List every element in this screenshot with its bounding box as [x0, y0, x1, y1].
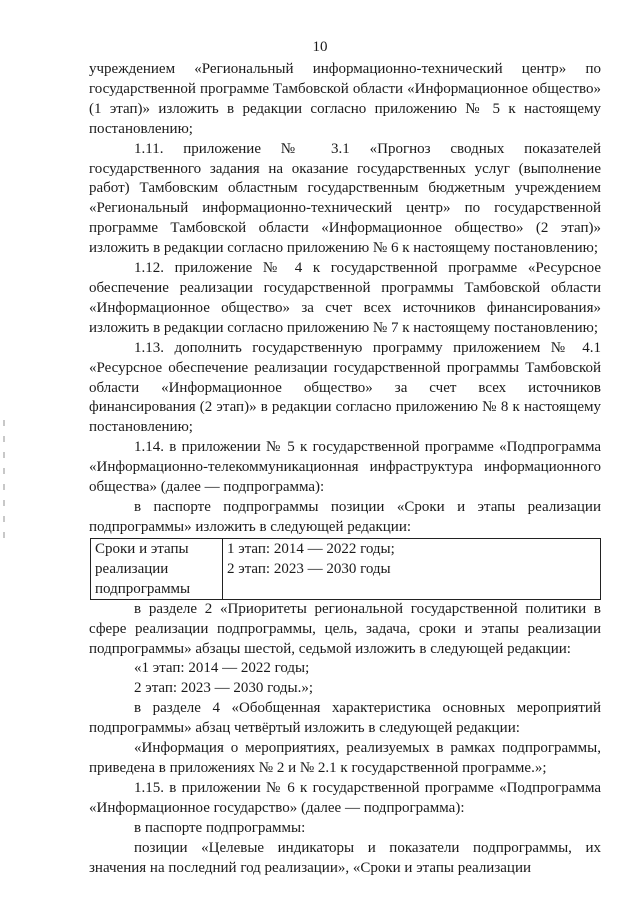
- table-value-cell: [223, 538, 601, 599]
- table-label-cell: Сроки и этапы реализации подпрограммы: [91, 538, 223, 599]
- paragraph-quote-stage-2: 2 этап: 2023 — 2030 годы.»;: [134, 680, 314, 697]
- paragraph-section-2: в разделе 2 «Приоритеты региональной государственной политики в сфере реализации подпрограммы, цель, задача, сроки и этапы реализации подпрограммы» абзацы шестой, седьмой изложить в следующей редакции:: [89, 600, 601, 657]
- paragraph-1-14: 1.14. в приложении № 5 к государственной программе «Подпрограмма «Информационно-телекоммуникационная инфраструктура информационного общества» (далее — подпрограмма):: [89, 439, 601, 496]
- paragraph-section-4: в разделе 4 «Обобщенная характеристика основных мероприятий подпрограммы» абзац четвёртый изложить в следующей редакции:: [89, 700, 601, 737]
- paragraph: учреждением «Региональный информационно-технический центр» по государственной программе Тамбовской области «Информационное общество» (1 этап)» изложить в редакции согласно приложению № 5 к настоящему постановлению;: [89, 61, 601, 137]
- paragraph-passport-2: в паспорте подпрограммы:: [134, 819, 306, 836]
- passport-table: [90, 538, 601, 600]
- page-number: 10: [312, 39, 328, 55]
- scan-edge-marks: [3, 420, 7, 560]
- paragraph-1-12: 1.12. приложение № 4 к государственной программе «Ресурсное обеспечение реализации государственной программы Тамбовской области «Информационное общество» за счет всех источников финансирования» изложить в редакции согласно приложению № 7 к настоящему постановлению;: [89, 260, 601, 336]
- paragraph-quote-stage-1: «1 этап: 2014 — 2022 годы;: [134, 660, 310, 677]
- paragraph-info-events: «Информация о мероприятиях, реализуемых в рамках подпрограммы, приведена в приложениях № 2 и № 2.1 к государственной программе.»;: [89, 740, 601, 776]
- table-value-line: 1 этап: 2014 — 2022 годы;: [227, 540, 395, 557]
- paragraph-1-13: 1.13. дополнить государственную программу приложением № 4.1 «Ресурсное обеспечение реализации государственной программы Тамбовской области «Информационное общество» за счет всех источников финансирования (2 этап)» в редакции согласно приложению № 8 к настоящему постановлению;: [89, 339, 601, 436]
- paragraph-1-15: 1.15. в приложении № 6 к государственной программе «Подпрограмма «Информационное государство» (далее — подпрограмма):: [89, 779, 601, 816]
- paragraph-positions: позиции «Целевые индикаторы и показатели подпрограммы, их значения на последний год реализации», «Сроки и этапы реализации: [89, 839, 601, 876]
- table-value-line: 2 этап: 2023 — 2030 годы: [227, 560, 391, 577]
- paragraph-passport: в паспорте подпрограммы позиции «Сроки и этапы реализации подпрограммы» изложить в следующей редакции:: [89, 498, 601, 535]
- table-row: [91, 538, 601, 599]
- paragraph-1-11: 1.11. приложение № 3.1 «Прогноз сводных показателей государственного задания на оказание государственных услуг (выполнение работ) Тамбовским областным государственным бюджетным учреждением «Региональный информационно-технический центр» по государственной программе Тамбовской области «Информационное общество» (2 этап)» изложить в редакции согласно приложению № 6 к настоящему постановлению;: [89, 140, 601, 257]
- document-body: [89, 60, 601, 878]
